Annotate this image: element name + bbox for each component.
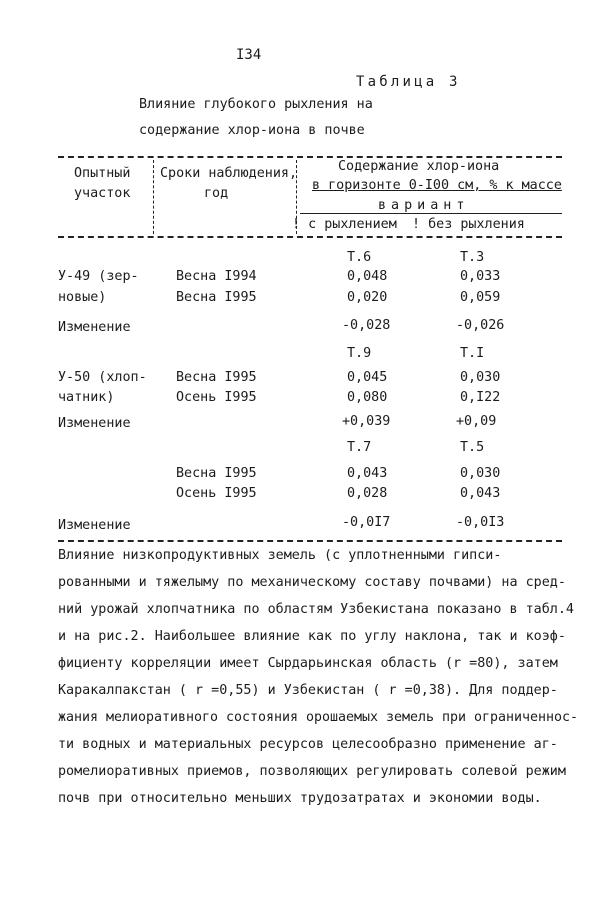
group-3-row-2-with: 0,028 xyxy=(347,486,388,501)
group-2-change-with: +0,039 xyxy=(342,414,391,429)
header-variant: вариант xyxy=(378,198,470,213)
column-separator-1 xyxy=(153,160,154,234)
group-1-change-without: -0,026 xyxy=(456,318,505,333)
group-3-row-1-with: 0,043 xyxy=(347,466,388,481)
header-period-line-1: Сроки наблюдения, xyxy=(160,166,298,181)
header-subdivider xyxy=(300,213,562,214)
group-1-row-1-without: 0,033 xyxy=(460,269,501,284)
group-2-row-1-without: 0,030 xyxy=(460,370,501,385)
group-2-row-2-with: 0,080 xyxy=(347,390,388,405)
table-title-line-2: содержание хлор-иона в почве xyxy=(139,123,365,138)
paragraph-line: ромелиоративных приемов, позволяющих регулировать солевой режим xyxy=(58,764,566,779)
group-1-row-1-with: 0,048 xyxy=(347,269,388,284)
group-2-row-2-without: 0,I22 xyxy=(460,390,501,405)
group-2-site-line-1: У-50 (хлоп- xyxy=(58,370,147,385)
group-1-row-1-period: Весна I994 xyxy=(176,269,257,284)
group-1-site-line-1: У-49 (зер- xyxy=(58,269,139,284)
group-2-row-1-with: 0,045 xyxy=(347,370,388,385)
paragraph-line: жания мелиоративного состояния орошаемых земель при ограниченнос- xyxy=(58,710,579,725)
group-2-row-2-period: Осень I995 xyxy=(176,390,257,405)
group-2-change-label: Изменение xyxy=(58,416,131,431)
group-1-row-2-period: Весна I995 xyxy=(176,290,257,305)
paragraph-line: рованными и тяжелыму по механическому составу почвами) на сред- xyxy=(58,575,566,590)
paragraph-line: ний урожай хлопчатника по областям Узбекистана показано в табл.4 xyxy=(58,602,574,617)
group-1-change-label: Изменение xyxy=(58,320,131,335)
table-title-line-1: Влияние глубокого рыхления на xyxy=(139,97,373,112)
paragraph-line: фициенту корреляции имеет Сырдарьинская область (r =80), затем xyxy=(58,656,558,671)
group-1-change-with: -0,028 xyxy=(342,318,391,333)
paragraph-line: Каракалпакстан ( r =0,55) и Узбекистан ( r =0,38). Для поддер- xyxy=(58,683,558,698)
group-1-plot-with: Т.6 xyxy=(347,250,372,265)
table-label: Таблица 3 xyxy=(356,74,461,90)
group-2-row-1-period: Весна I995 xyxy=(176,370,257,385)
group-1-site-line-2: новые) xyxy=(58,290,107,305)
header-site-line-1: Опытный xyxy=(74,166,131,181)
group-2-change-without: +0,09 xyxy=(456,414,497,429)
group-2-plot-with: Т.9 xyxy=(347,346,372,361)
table-top-rule xyxy=(58,156,562,158)
header-sub-with-loosening: ! с рыхлением xyxy=(292,217,397,232)
group-3-plot-with: Т.7 xyxy=(347,440,372,455)
header-period-line-2: год xyxy=(204,186,229,201)
group-3-row-1-without: 0,030 xyxy=(460,466,501,481)
group-1-row-2-with: 0,020 xyxy=(347,290,388,305)
group-3-row-2-without: 0,043 xyxy=(460,486,501,501)
paragraph-line: почв при относительно меньших трудозатратах и экономии воды. xyxy=(58,791,542,806)
group-3-change-with: -0,0I7 xyxy=(342,515,391,530)
group-1-plot-without: Т.3 xyxy=(460,250,485,265)
header-site-line-2: участок xyxy=(74,186,131,201)
group-1-row-2-without: 0,059 xyxy=(460,290,501,305)
group-3-row-2-period: Осень I995 xyxy=(176,486,257,501)
group-3-row-1-period: Весна I995 xyxy=(176,466,257,481)
group-3-change-without: -0,0I3 xyxy=(456,515,505,530)
paragraph-line: Влияние низкопродуктивных земель (с уплотненными гипси- xyxy=(58,548,502,563)
paragraph-line: ти водных и материальных ресурсов целесообразно применение аг- xyxy=(58,737,558,752)
group-3-plot-without: Т.5 xyxy=(460,440,485,455)
table-bottom-rule xyxy=(58,540,562,542)
header-content-line-1: Содержание хлор-иона xyxy=(338,159,500,174)
group-3-change-label: Изменение xyxy=(58,518,131,533)
header-sub-without-loosening: ! без рыхления xyxy=(412,217,525,232)
page-number: I34 xyxy=(236,47,262,63)
group-2-plot-without: Т.I xyxy=(460,346,485,361)
paragraph-line: и на рис.2. Наибольшее влияние как по углу наклона, так и коэф- xyxy=(58,629,566,644)
header-bottom-rule xyxy=(58,236,562,238)
group-2-site-line-2: чатник) xyxy=(58,390,115,405)
header-content-line-2: в горизонте 0-I00 см, % к массе xyxy=(312,178,562,193)
